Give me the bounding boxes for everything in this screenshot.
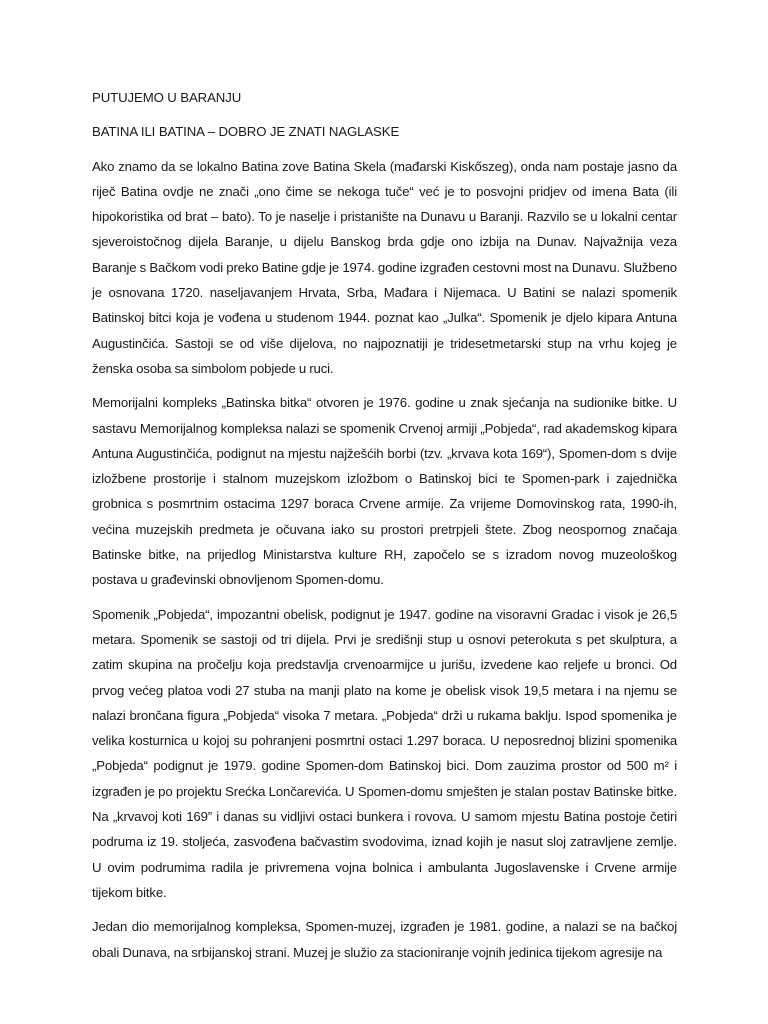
paragraph-2: Memorijalni kompleks „Batinska bitka“ otvoren je 1976. godine u znak sjećanja na sudionike bitke. U sastavu Memorijalnog kompleksa nalazi se spomenik Crvenoj armiji „Pobjeda“, rad akademskog kipara Antuna Augustinčića, podignut na mjestu najžešćih borbi (tzv. „krvava kota 169“), Spomen-dom s dvije izložbene prostorije i stalnom muzejskom izložbom o Batinskoj bici te Spomen-park i zajednička grobnica s posmrtnim ostacima 1297 boraca Crvene armije. Za vrijeme Domovinskog rata, 1990-ih, većina muzejskih predmeta je očuvana iako su prostori pretrpjeli štete. Zbog neospornog značaja Batinske bitke, na prijedlog Ministarstva kulture RH, započelo se s izradom novog muzeološkog postava u građevinski obnovljenom Spomen-domu. xyxy=(92,395,677,588)
paragraph-4: Jedan dio memorijalnog kompleksa, Spomen-muzej, izgrađen je 1981. godine, a nalazi se na bačkoj obali Dunava, na srbijanskoj strani. Muzej je služio za stacioniranje vojnih jedinica tijekom agresije na xyxy=(92,919,677,960)
paragraph-1: Ako znamo da se lokalno Batina zove Batina Skela (mađarski Kiskőszeg), onda nam postaje jasno da riječ Batina ovdje ne znači „ono čime se nekoga tuče“ već je to posvojni pridjev od imena Bata (ili hipokoristika od brat – bato). To je naselje i pristanište na Dunavu u Baranji. Razvilo se u lokalni centar sjeveroistočnog dijela Baranje, u dijelu Banskog brda gdje ono izbija na Dunav. Najvažnija veza Baranje s Bačkom vodi preko Batine gdje je 1974. godine izgrađen cestovni most na Dunavu. Službeno je osnovana 1720. naseljavanjem Hrvata, Srba, Mađara i Nijemaca. U Batini se nalazi spomenik Batinskoj bitci koja je vođena u studenom 1944. poznat kao „Julka“. Spomenik je djelo kipara Antuna Augustinčića. Sastoji se od više dijelova, no najpoznatiji je tridesetmetarski stup na vrhu kojeg je ženska osoba sa simbolom pobjede u ruci. xyxy=(92,158,677,376)
document-subtitle: BATINA ILI BATINA – DOBRO JE ZNATI NAGLASKE xyxy=(92,124,400,140)
document-title: PUTUJEMO U BARANJU xyxy=(92,90,242,105)
paragraph-3: Spomenik „Pobjeda“, impozantni obelisk, podignut je 1947. godine na visoravni Gradac i visok je 26,5 metara. Spomenik se sastoji od tri dijela. Prvi je središnji stup u osnovi peterokuta s pet skulptura, a zatim skupina na pročelju koja predstavlja crvenoarmijce u jurišu, izvedene kao reljefe u bronci. Od prvog većeg platoa vodi 27 stuba na manji plato na kome je obelisk visok 19,5 metara i na njemu se nalazi brončana figura „Pobjeda“ visoka 7 metara. „Pobjeda“ drži u rukama baklju. Ispod spomenika je velika kosturnica u kojoj su pohranjeni posmrtni ostaci 1.297 boraca. U neposrednoj blizini spomenika „Pobjeda“ podignut je 1979. godine Spomen-dom Batinskoj bici. Dom zauzima prostor od 500 m² i izgrađen je po projektu Srećka Lončarevića. U Spomen-domu smješten je stalan postav Batinske bitke. Na „krvavoj koti 169” i danas su vidljivi ostaci bunkera i rovova. U samom mjestu Batina postoje četiri podruma iz 19. stoljeća, zasvođena bačvastim svodovima, iznad kojih je nasut sloj zatravljene zemlje. U ovim podrumima radila je privremena vojna bolnica i ambulanta Jugoslavenske i Crvene armije tijekom bitke. xyxy=(92,606,677,900)
document-page xyxy=(92,85,677,974)
